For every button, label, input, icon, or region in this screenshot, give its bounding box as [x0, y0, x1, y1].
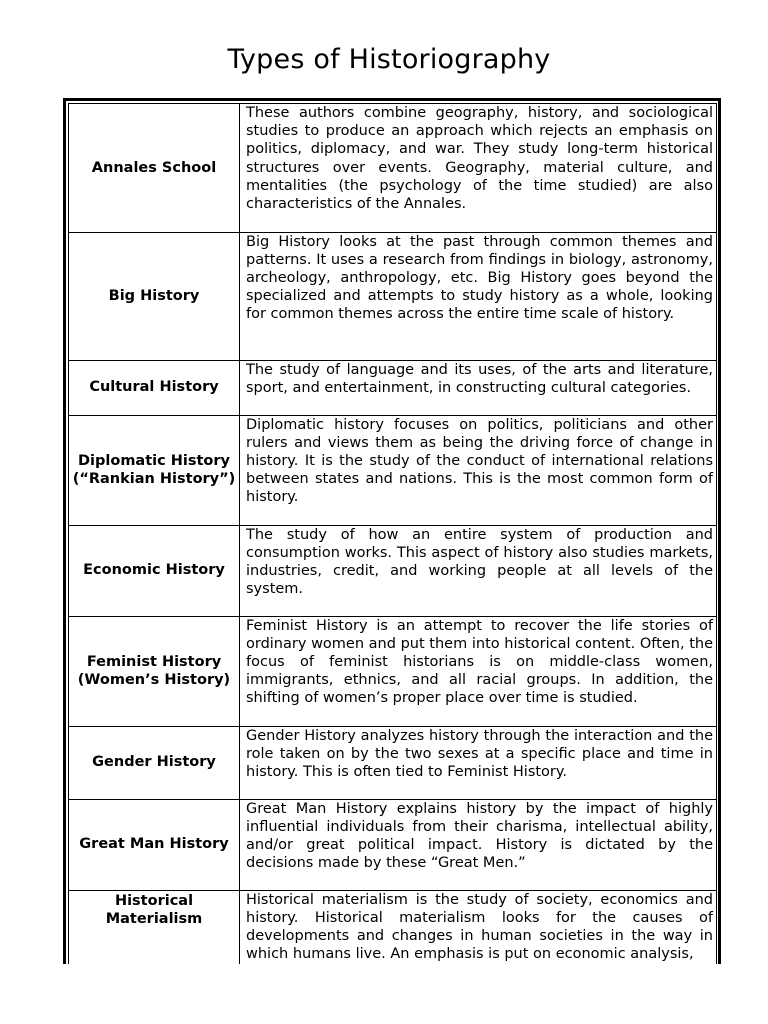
table-row	[69, 726, 716, 799]
description-cell: Great Man History explains history by the impact of highly influential individuals from their charisma, intellectual ability, and/or great political impact. History is dictated by the decisions made by these “Great Men.”	[240, 799, 717, 890]
table-row	[69, 525, 716, 616]
description-cell: Gender History analyzes history through the interaction and the role taken on by the two sexes at a specific place and time in history. This is often tied to Feminist History.	[240, 726, 717, 799]
description-cell: These authors combine geography, history, and sociological studies to produce an approach which rejects an emphasis on politics, diplomacy, and war. They study long-term historical structures over events. Geography, material culture, and mentalities (the psychology of the time studied) are also characteristics of the Annales.	[240, 104, 717, 232]
table-row	[69, 232, 716, 360]
page-title: Types of Historiography	[227, 44, 551, 75]
term-cell: Great Man History	[69, 799, 240, 890]
term-cell: Big History	[69, 232, 240, 360]
table-row	[69, 799, 716, 890]
description-cell: Historical materialism is the study of society, economics and history. Historical materialism looks for the causes of developments and changes in human societies in the way in which humans live. An emphasis is put on economic analysis,	[240, 890, 717, 964]
description-cell: Feminist History is an attempt to recover the life stories of ordinary women and put them into historical content. Often, the focus of feminist historians is on middle-class women, immigrants, ethnics, and all racial groups. In addition, the shifting of women’s proper place over time is studied.	[240, 616, 717, 726]
description-cell: The study of language and its uses, of the arts and literature, sport, and entertainment, in constructing cultural categories.	[240, 360, 717, 415]
historiography-table-frame	[63, 98, 721, 964]
term-cell: Feminist History (Women’s History)	[69, 616, 240, 726]
term-cell: Diplomatic History (“Rankian History”)	[69, 415, 240, 525]
description-cell: Diplomatic history focuses on politics, politicians and other rulers and views them as being the driving force of change in history. It is the study of the conduct of international relations between states and nations. This is the most common form of history.	[240, 415, 717, 525]
table-row	[69, 415, 716, 525]
table-row	[69, 360, 716, 415]
table-row	[69, 104, 716, 232]
term-cell: Economic History	[69, 525, 240, 616]
description-cell: The study of how an entire system of production and consumption works. This aspect of history also studies markets, industries, credit, and working people at all levels of the system.	[240, 525, 717, 616]
term-cell: Annales School	[69, 104, 240, 232]
term-cell: Gender History	[69, 726, 240, 799]
description-cell: Big History looks at the past through common themes and patterns. It uses a research from findings in biology, astronomy, archeology, anthropology, etc. Big History goes beyond the specialized and attempts to study history as a whole, looking for common themes across the entire time scale of history.	[240, 232, 717, 360]
term-cell: Historical Materialism	[69, 890, 240, 964]
term-cell: Cultural History	[69, 360, 240, 415]
table-row	[69, 616, 716, 726]
historiography-table-inner	[68, 103, 717, 964]
historiography-table	[69, 104, 716, 964]
table-row	[69, 890, 716, 964]
